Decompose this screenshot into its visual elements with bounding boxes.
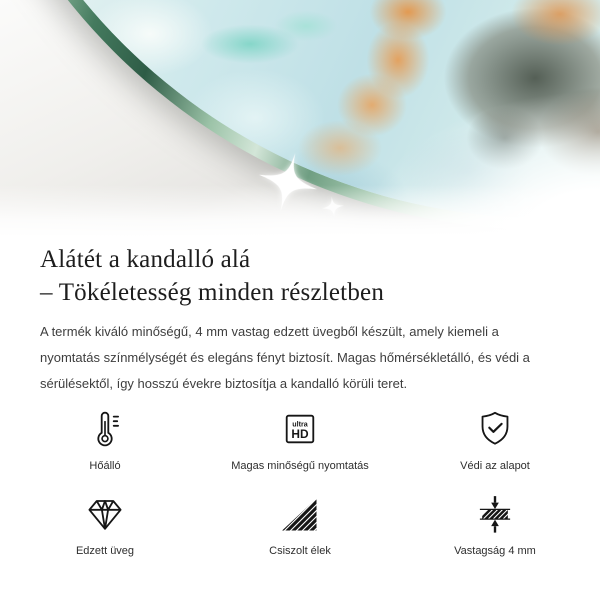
thermometer-icon [83,407,127,451]
badge-text-hd: HD [291,427,309,442]
feature-item-tempered-glass [30,492,180,557]
feature-label: Vastagság 4 mm [454,545,536,557]
feature-label: Edzett üveg [75,545,135,557]
feature-label: Hőálló [89,460,121,472]
feature-label: Védi az alapot [460,460,530,472]
feature-label: Magas minőségű nyomtatás [231,460,369,472]
sparkle-icon [321,195,346,220]
feature-item-heat-resistant [30,407,180,472]
feature-label: Csiszolt élek [269,545,331,557]
feature-item-print-quality [180,407,420,472]
polished-edges-icon [278,492,322,536]
badge-text-ultra: ultra [292,420,308,429]
diamond-icon [83,492,127,536]
product-description: A termék kiváló minőségű, 4 mm vastag edzett üvegből készült, amely kiemeli a nyomtatás színmélységét és elegáns fényt biztosít. Magas hőmérsékletálló, és védi a sérülésektől, így hosszú évekre biztosítja a kandalló körüli teret. [40,324,530,391]
thickness-icon [473,492,517,536]
page-title [40,243,560,309]
ultra-hd-badge-icon [278,407,322,451]
feature-item-polished-edges [180,492,420,557]
features-grid [0,407,600,557]
shield-check-icon [473,407,517,451]
page-title-line2: – Tökéletesség minden részletben [40,279,385,306]
product-info-section [0,243,600,397]
page-title-line1: Alátét a kandalló alá [40,246,251,273]
feature-item-protects-base [420,407,570,472]
hero-product-image [0,0,600,237]
feature-item-thickness [420,492,570,557]
